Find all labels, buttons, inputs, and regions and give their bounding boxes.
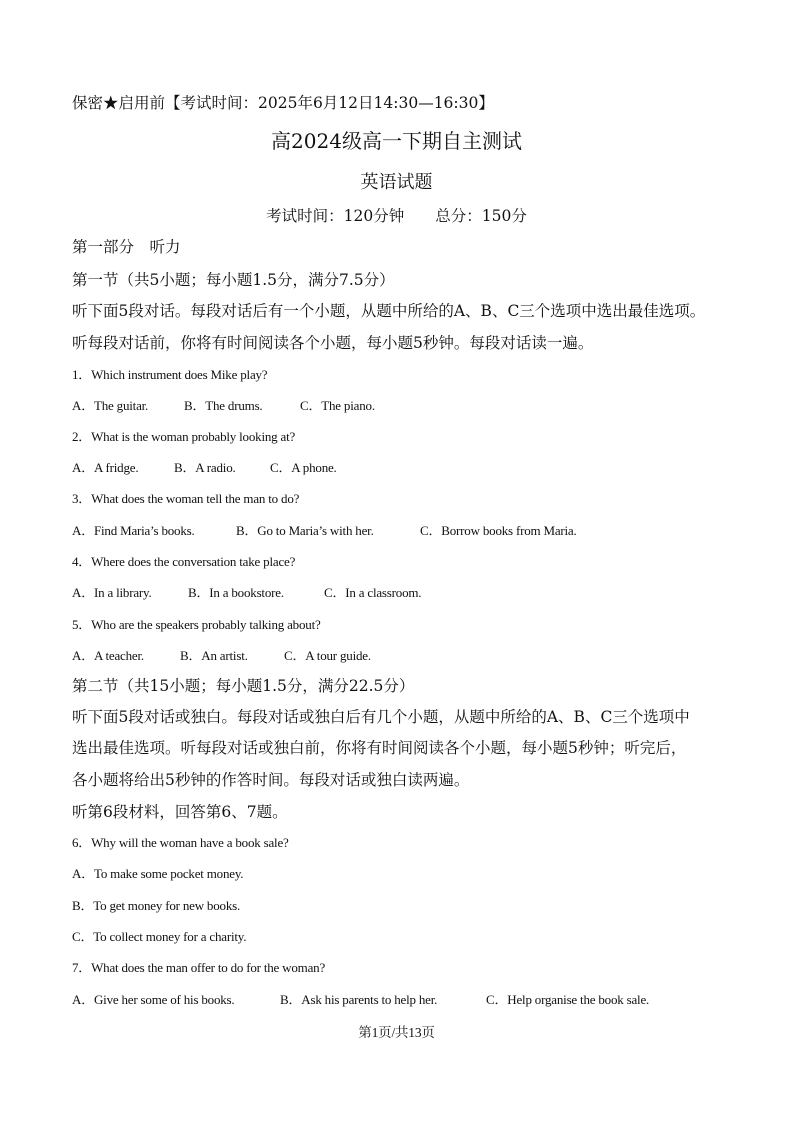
question-5: 5．Who are the speakers probably talking about? <box>72 617 321 632</box>
section1-instruction-line: 听每段对话前，你将有时间阅读各个小题，每小题5秒钟。每段对话读一遍。 <box>72 334 594 352</box>
part1-title: 第一部分 听力 <box>72 238 181 256</box>
option-a: A．Find Maria’s books. <box>72 523 195 538</box>
section1-heading: 第一节（共5小题；每小题1.5分，满分7.5分） <box>72 271 395 289</box>
option-c: C．A phone. <box>270 460 337 475</box>
option-c: C．Borrow books from Maria. <box>420 523 577 538</box>
confidential-header: 保密★启用前【考试时间：2025年6月12日14:30—16:30】 <box>72 94 494 112</box>
exam-title: 高2024级高一下期自主测试 <box>271 129 522 153</box>
question-1-options <box>72 399 375 412</box>
option-c: C．The piano. <box>300 398 375 413</box>
option-c: C．In a classroom. <box>324 585 422 600</box>
question-7-options <box>72 993 649 1006</box>
question-4: 4．Where does the conversation take place? <box>72 554 296 569</box>
question-1: 1．Which instrument does Mike play? <box>72 367 268 382</box>
option-a: A．In a library. <box>72 585 152 600</box>
section2-instruction-line: 各小题将给出5秒钟的作答时间。每段对话或独白读两遍。 <box>72 771 470 789</box>
question-2: 2．What is the woman probably looking at? <box>72 429 296 444</box>
section2-heading: 第二节（共15小题；每小题1.5分，满分22.5分） <box>72 677 415 695</box>
option-b: B．The drums. <box>184 398 263 413</box>
question-3: 3．What does the woman tell the man to do? <box>72 491 300 506</box>
question-2-options <box>72 461 337 474</box>
question-5-options <box>72 649 371 662</box>
option-a: A．Give her some of his books. <box>72 992 235 1007</box>
question-3-options <box>72 524 577 537</box>
question-4-options <box>72 586 421 599</box>
section2-instruction-line: 选出最佳选项。听每段对话或独白前，你将有时间阅读各个小题，每小题5秒钟；听完后， <box>72 739 687 757</box>
material-6-instruction: 听第6段材料，回答第6、7题。 <box>72 803 288 821</box>
question-6-option-a: A．To make some pocket money. <box>72 866 244 881</box>
option-a: A．A fridge. <box>72 460 139 475</box>
question-7: 7．What does the man offer to do for the woman? <box>72 960 326 975</box>
question-6-option-b: B．To get money for new books. <box>72 898 241 913</box>
option-a: A．A teacher. <box>72 648 144 663</box>
question-6-option-c: C．To collect money for a charity. <box>72 929 247 944</box>
exam-info: 考试时间：120分钟 总分：150分 <box>266 207 527 225</box>
option-b: B．An artist. <box>180 648 248 663</box>
section1-instruction-line: 听下面5段对话。每段对话后有一个小题，从题中所给的A、B、C三个选项中选出最佳选项。 <box>72 302 706 320</box>
question-6: 6．Why will the woman have a book sale? <box>72 835 289 850</box>
option-a: A．The guitar. <box>72 398 149 413</box>
option-b: B．Go to Maria’s with her. <box>236 523 374 538</box>
option-b: B．Ask his parents to help her. <box>280 992 438 1007</box>
option-b: B．In a bookstore. <box>188 585 284 600</box>
subject-title: 英语试题 <box>360 172 433 193</box>
page-footer: 第1页/共13页 <box>358 1025 435 1040</box>
section2-instruction-line: 听下面5段对话或独白。每段对话或独白后有几个小题，从题中所给的A、B、C三个选项中 <box>72 708 690 726</box>
option-c: C．A tour guide. <box>284 648 371 663</box>
option-c: C．Help organise the book sale. <box>486 992 650 1007</box>
option-b: B．A radio. <box>174 460 236 475</box>
